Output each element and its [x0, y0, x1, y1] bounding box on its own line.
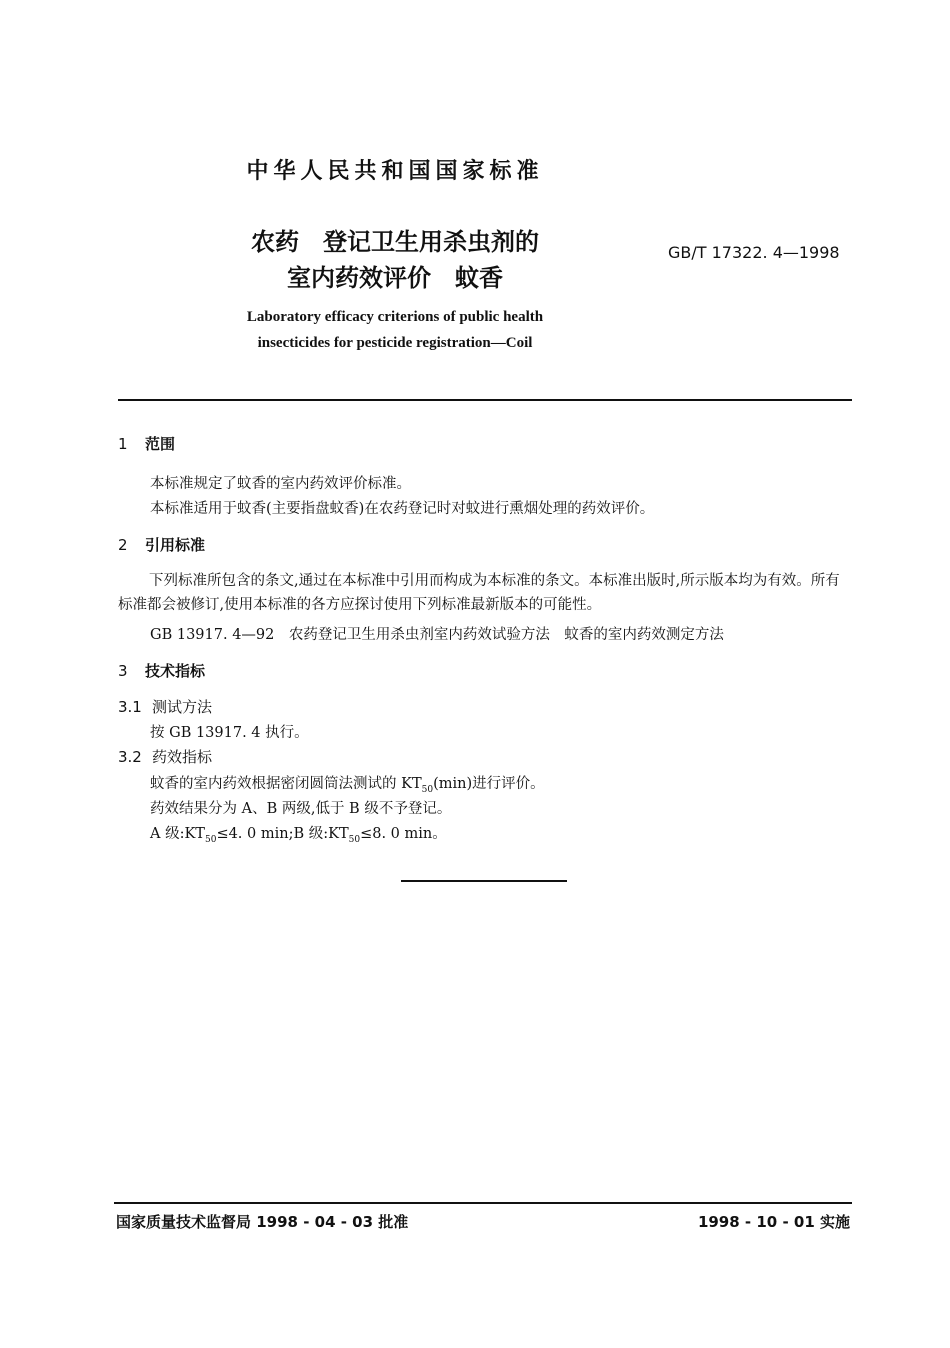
section-3-heading — [118, 660, 205, 681]
section-title: 技术指标 — [145, 662, 206, 680]
end-of-text-rule — [401, 880, 567, 882]
section-1-paragraph-2: 本标准适用于蚊香(主要指盘蚊香)在农药登记时对蚊进行熏烟处理的药效评价。 — [150, 501, 655, 517]
section-1-paragraph-1: 本标准规定了蚊香的室内药效评价标准。 — [150, 476, 411, 492]
subscript: 50 — [204, 834, 217, 845]
title-cn-line2: 室内药效评价 蚊香 — [287, 264, 503, 292]
section-3-2-paragraph-2: 药效结果分为 A、B 两级,低于 B 级不予登记。 — [150, 801, 452, 817]
section-3-2-paragraph-3 — [150, 822, 447, 845]
title-cn-line1: 农药 登记卫生用杀虫剂的 — [251, 228, 539, 256]
title-en-line1: Laboratory efficacy criterions of public health — [246, 309, 544, 325]
section-title: 引用标准 — [145, 536, 206, 554]
subsection-title: 测试方法 — [152, 698, 213, 716]
subscript: 50 — [421, 784, 434, 795]
normative-reference: GB 13917. 4—92 农药登记卫生用杀虫剂室内药效试验方法 蚊香的室内药效测定方法 — [150, 627, 724, 643]
subsection-number: 3.2 — [118, 748, 142, 766]
section-3-1-heading — [118, 696, 212, 717]
section-2-paragraph-1: 下列标准所包含的条文,通过在本标准中引用而构成为本标准的条文。本标准出版时,所示版本均为有效。所有标准都会被修订,使用本标准的各方应探讨使用下列标准最新版本的可能性。 — [118, 573, 840, 613]
standard-number: GB/T 17322. 4—1998 — [668, 243, 840, 262]
section-title: 范围 — [145, 435, 176, 453]
header-divider — [118, 399, 852, 401]
text-run: (min)进行评价。 — [433, 776, 545, 792]
section-number: 1 — [118, 435, 128, 453]
text-run: A 级:KT — [150, 826, 205, 842]
text-run: ≤4. 0 min;B 级:KT — [216, 826, 349, 842]
subscript: 50 — [348, 834, 361, 845]
text-run: ≤8. 0 min。 — [360, 826, 447, 842]
section-1-heading — [118, 433, 175, 454]
text-run: 蚊香的室内药效根据密闭圆筒法测试的 KT — [150, 776, 422, 792]
subsection-title: 药效指标 — [152, 748, 213, 766]
section-2-heading — [118, 534, 205, 555]
effective-date: 1998 - 10 - 01 实施 — [697, 1213, 850, 1231]
footer-divider — [114, 1202, 852, 1204]
approval-date: 国家质量技术监督局 1998 - 04 - 03 批准 — [116, 1213, 409, 1231]
title-en-line2: insecticides for pesticide registration—Coil — [257, 335, 533, 351]
section-3-2-heading — [118, 746, 212, 767]
standard-type-header: 中华人民共和国国家标准 — [246, 159, 544, 184]
section-3-1-paragraph: 按 GB 13917. 4 执行。 — [150, 725, 309, 741]
subsection-number: 3.1 — [118, 698, 142, 716]
section-number: 2 — [118, 536, 128, 554]
section-3-2-paragraph-1 — [150, 772, 545, 795]
section-number: 3 — [118, 662, 128, 680]
